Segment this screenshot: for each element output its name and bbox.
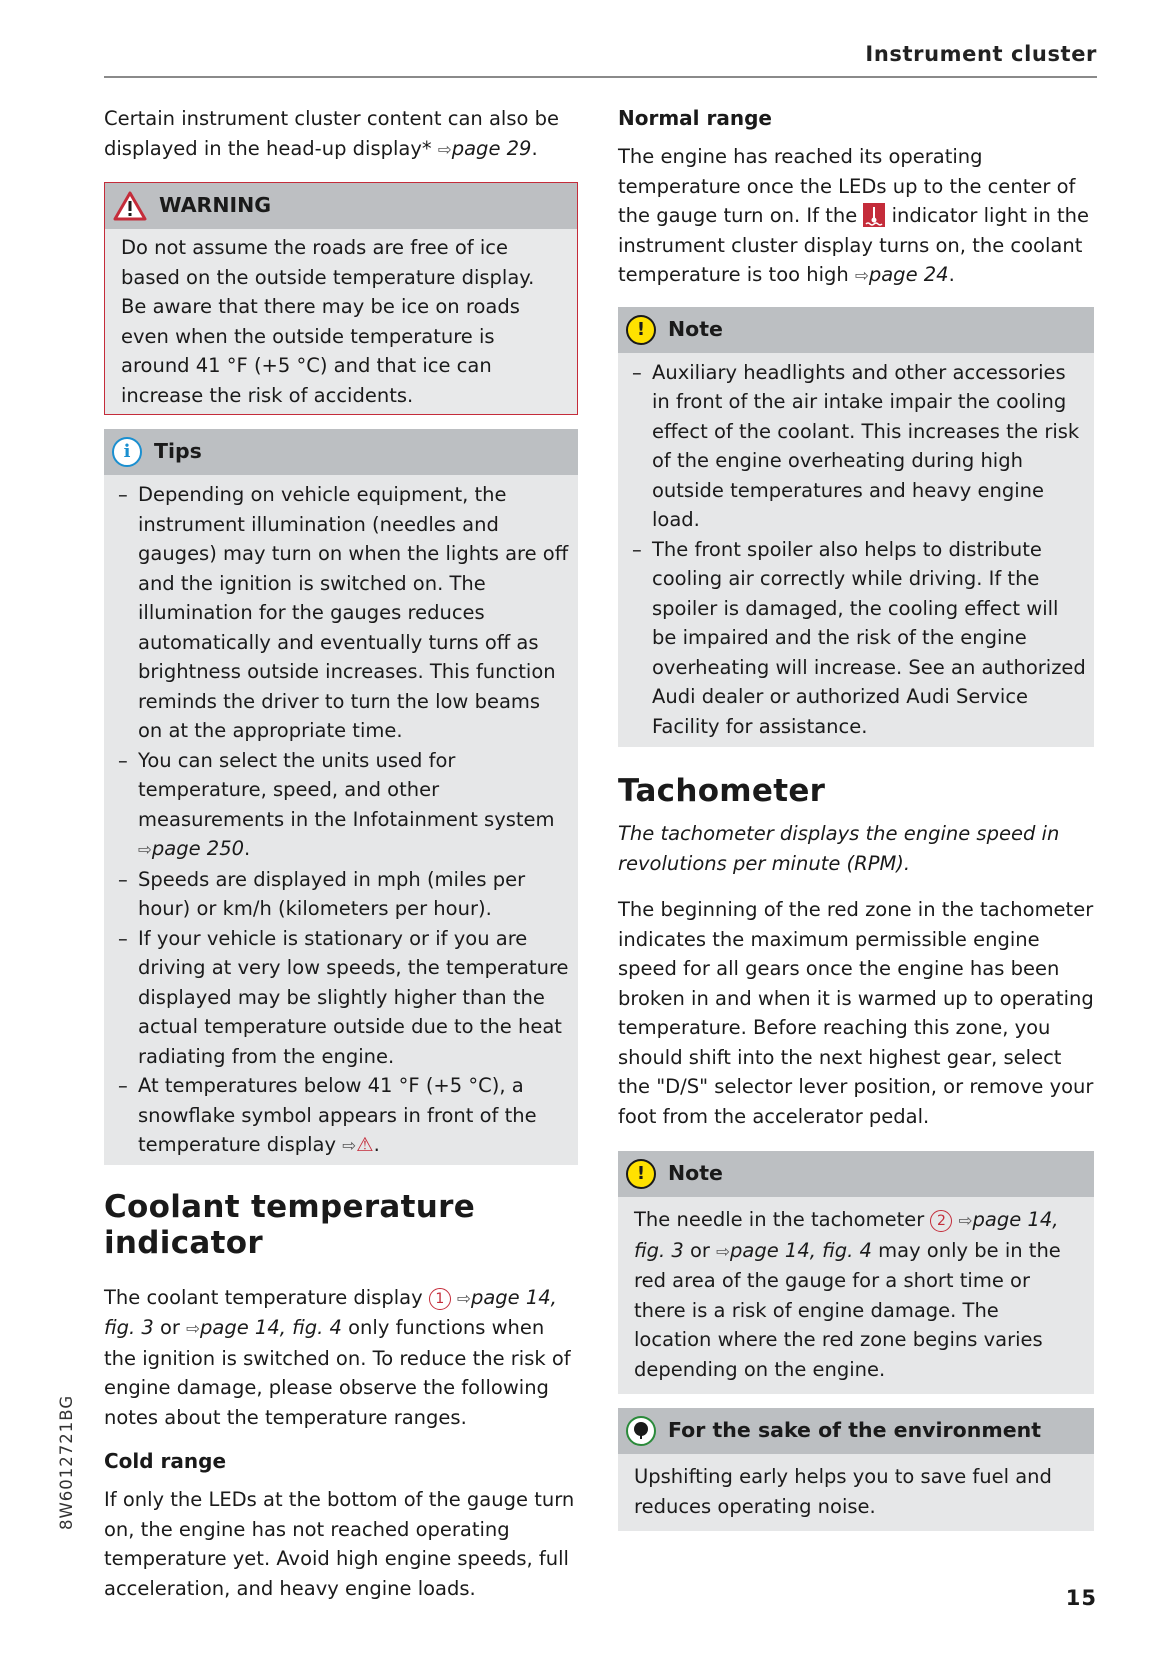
- note-box-tachometer: [618, 1151, 1094, 1394]
- coolant-heading: Coolant temperature indicator: [104, 1188, 476, 1261]
- callout-1-icon: 1: [429, 1288, 451, 1310]
- warning-triangle-icon: [113, 191, 147, 221]
- list-item: – You can select the units used for temperature, speed, and other measurements in the Infotainment system ⇨page 250.: [104, 746, 570, 865]
- arrow-right-icon: ⇨: [138, 840, 152, 859]
- warning-box: [104, 182, 578, 415]
- note-header: [618, 1151, 1094, 1197]
- normal-range-paragraph: The engine has reached its operating temperature once the LEDs up to the center of the gauge turn on. If the indicator light in the instrument cluster display turns on, the coolant temperature is too high ⇨page 24.: [618, 145, 1090, 286]
- warning-ref-icon[interactable]: ⚠: [356, 1133, 374, 1156]
- list-item: – The front spoiler also helps to distribute cooling air correctly while driving. If the spoiler is damaged, the cooling effect will be impaired and the risk of the engine overheating will increase. See an authorized Audi dealer or authorized Audi Service Facility for assistance.: [618, 535, 1086, 742]
- note-box: [618, 307, 1094, 748]
- tachometer-paragraph: The beginning of the red zone in the tachometer indicates the maximum permissible engine speed for all gears once the engine has been broken in and when it is warmed up to operating temperature. Before reaching this zone, you should shift into the next highest gear, select the "D/S" selector lever position, or remove your foot from the accelerator pedal.: [618, 898, 1094, 1128]
- right-column: [618, 104, 1094, 1531]
- exclamation-icon: !: [626, 1159, 656, 1189]
- cold-range-heading: Cold range: [104, 1449, 227, 1473]
- environment-header: [618, 1408, 1094, 1454]
- arrow-right-icon: ⇨: [342, 1136, 357, 1155]
- note-body: The needle in the tachometer 2 ⇨page 14, fig. 3 or ⇨page 14, fig. 4 may only be in the red area of the gauge for a short time or there is a risk of engine damage. The location where the red zone begins varies depending on the engine.: [618, 1197, 1094, 1394]
- arrow-right-icon: ⇨: [854, 266, 869, 285]
- running-header: Instrument cluster: [865, 42, 1097, 66]
- exclamation-icon: !: [626, 315, 656, 345]
- tips-header: [104, 429, 578, 475]
- normal-range-heading: Normal range: [618, 106, 772, 130]
- note-header: [618, 307, 1094, 353]
- list-item: – Depending on vehicle equipment, the instrument illumination (needles and gauges) may turn on when the lights are off and the ignition is switched on. The illumination for the gauges reduces automatically and eventually turns off as brightness outside increases. This function reminds the driver to turn the low beams on at the appropriate time.: [104, 480, 570, 746]
- list-item: – If your vehicle is stationary or if you are driving at very low speeds, the temperature displayed may be slightly higher than the actual temperature outside due to the heat radiating from the engine.: [104, 924, 570, 1072]
- environment-body: Upshifting early helps you to save fuel and reduces operating noise.: [618, 1454, 1094, 1531]
- page-link[interactable]: page 14, fig. 4: [200, 1316, 342, 1339]
- tachometer-heading: Tachometer: [618, 773, 826, 809]
- cold-range-paragraph: If only the LEDs at the bottom of the gauge turn on, the engine has not reached operating temperature yet. Avoid high engine speeds, full acceleration, and heavy engine loads.: [104, 1488, 575, 1600]
- coolant-temperature-icon: [863, 203, 885, 227]
- tips-body: [104, 475, 578, 1165]
- page-link[interactable]: page 250: [151, 837, 245, 860]
- page-link[interactable]: page 29: [451, 136, 532, 160]
- page-link[interactable]: page 14, fig. 3: [634, 1208, 1059, 1262]
- callout-2-icon: 2: [930, 1210, 952, 1232]
- page-number: 15: [1065, 1586, 1097, 1610]
- page-link[interactable]: page 14, fig. 4: [730, 1238, 872, 1262]
- coolant-paragraph: The coolant temperature display 1 ⇨page 14, fig. 3 or ⇨page 14, fig. 4 only functions when the ignition is switched on. To reduce the risk of engine damage, please observe the following notes about the temperature ranges.: [104, 1285, 571, 1429]
- tips-label: Tips: [154, 439, 202, 464]
- note-label: Note: [668, 316, 723, 341]
- environment-box: [618, 1408, 1094, 1531]
- arrow-right-icon: ⇨: [958, 1211, 973, 1230]
- list-item: – At temperatures below 41 °F (+5 °C), a snowflake symbol appears in front of the temperature display ⇨⚠.: [104, 1071, 570, 1161]
- warning-body: Do not assume the roads are free of ice based on the outside temperature display. Be aware that there may be ice on roads even when the outside temperature is around 41 °F (+5 °C) and that ice can increase the risk of accidents.: [105, 229, 577, 414]
- page-link[interactable]: page 24: [868, 263, 949, 286]
- warning-label: WARNING: [159, 193, 272, 218]
- tachometer-lead: The tachometer displays the engine speed in revolutions per minute (RPM).: [618, 822, 1060, 875]
- note-body: [618, 353, 1094, 748]
- left-column: [104, 104, 578, 1603]
- environment-label: For the sake of the environment: [668, 1418, 1042, 1443]
- warning-header: [105, 183, 577, 229]
- note-label: Note: [668, 1161, 723, 1186]
- tips-box: [104, 429, 578, 1165]
- arrow-right-icon: ⇨: [457, 1288, 471, 1308]
- header-rule: [104, 76, 1097, 78]
- list-item: – Speeds are displayed in mph (miles per hour) or km/h (kilometers per hour).: [104, 865, 570, 924]
- page-link[interactable]: page 14, fig. 3: [104, 1285, 557, 1339]
- arrow-right-icon: ⇨: [186, 1319, 201, 1338]
- arrow-right-icon: ⇨: [716, 1241, 731, 1261]
- tree-icon: [626, 1416, 656, 1446]
- document-code: 8W6012721BG: [57, 1394, 76, 1530]
- list-item: – Auxiliary headlights and other accessories in front of the air intake impair the cooling effect of the coolant. This increases the risk of the engine overheating during high outside temperatures and heavy engine load.: [618, 358, 1086, 535]
- intro-paragraph: Certain instrument cluster content can also be displayed in the head-up display* ⇨page 29.: [104, 107, 559, 160]
- arrow-right-icon: ⇨: [437, 139, 452, 159]
- info-icon: i: [112, 437, 142, 467]
